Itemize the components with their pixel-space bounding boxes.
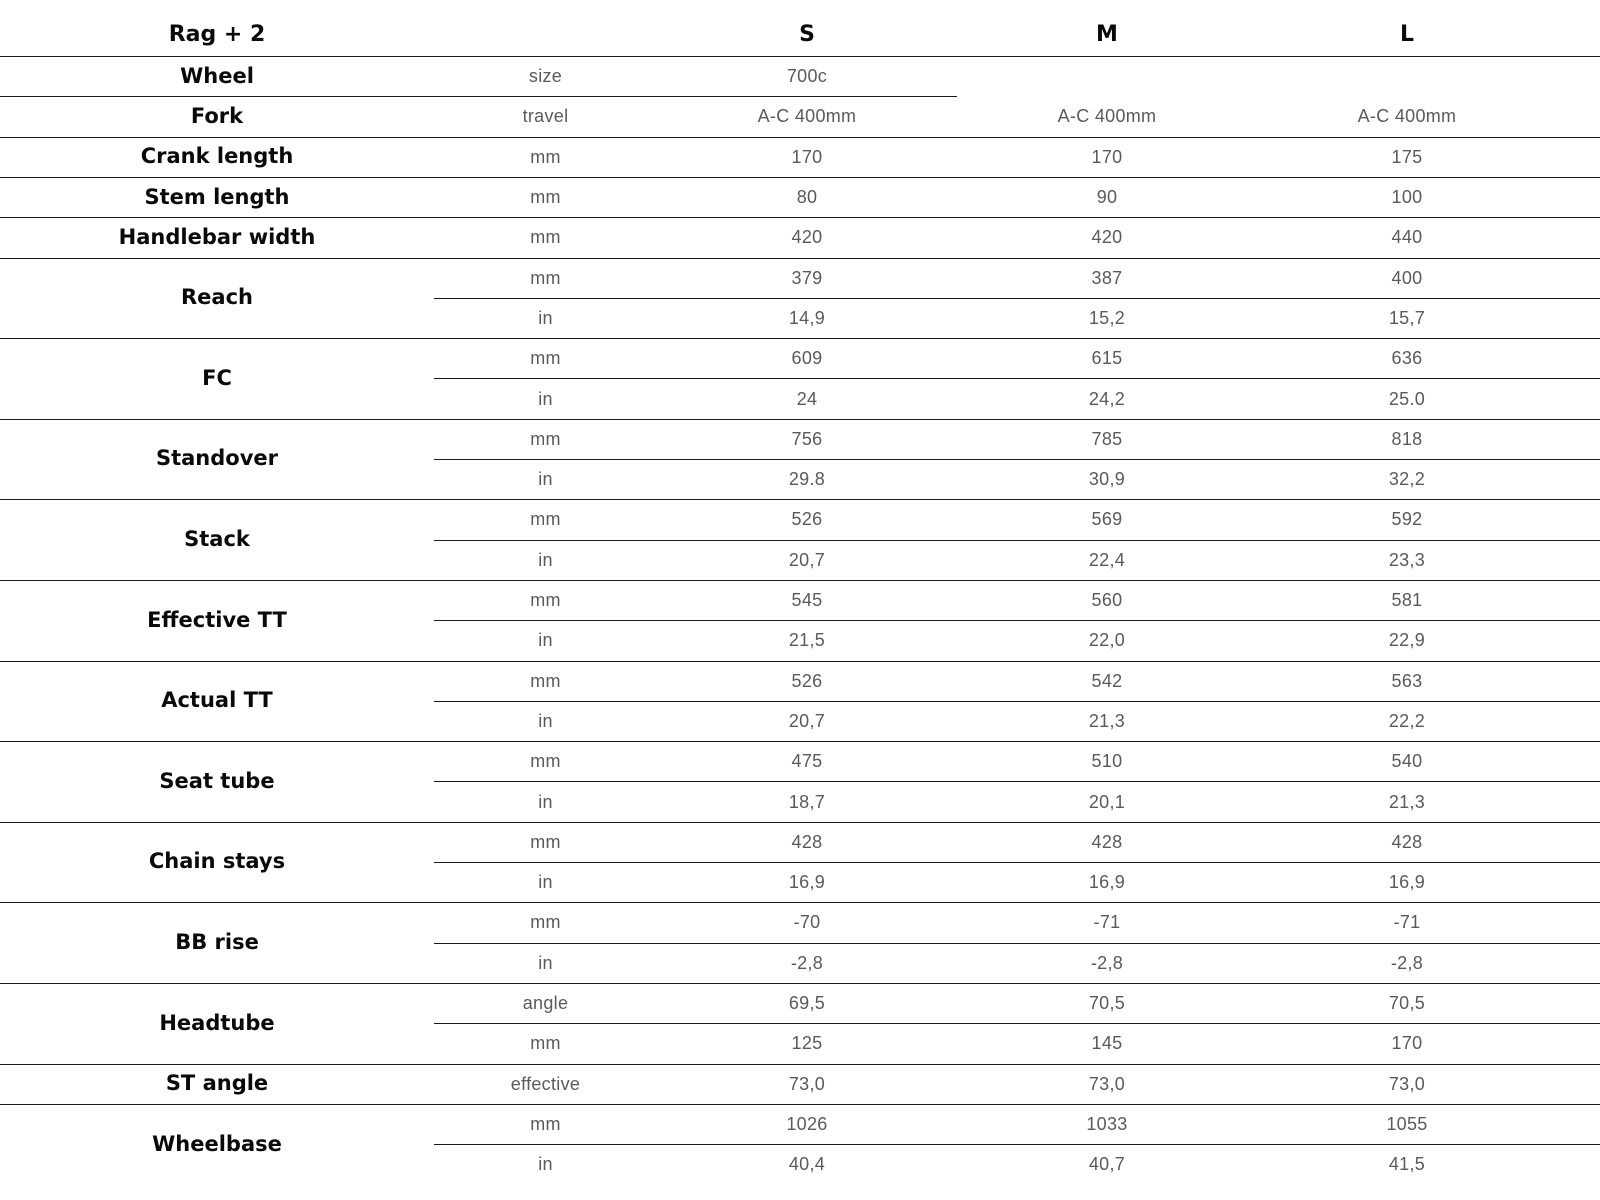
- unit-cell: mm: [530, 1113, 561, 1134]
- value-s-cell: 609: [791, 348, 823, 369]
- size-header-m: M: [1096, 22, 1118, 47]
- unit-cell: in: [538, 710, 553, 731]
- unit-cell: in: [538, 630, 553, 651]
- unit-cell: angle: [522, 993, 569, 1014]
- row-label-actual-tt: Actual TT: [161, 688, 273, 713]
- value-s-cell: 125: [791, 1033, 823, 1054]
- unit-cell: mm: [530, 428, 561, 449]
- value-m-cell: 30,9: [1088, 469, 1126, 490]
- value-s-cell: 1026: [786, 1113, 828, 1134]
- value-l-cell: 1055: [1386, 1113, 1428, 1134]
- unit-cell: mm: [530, 348, 561, 369]
- row-label-fc: FC: [202, 365, 232, 390]
- value-m-cell: [957, 56, 1257, 96]
- value-l-cell: 41,5: [1388, 1154, 1426, 1175]
- unit-cell: in: [538, 1154, 553, 1175]
- unit-cell: in: [538, 549, 553, 570]
- value-m-cell: 21,3: [1088, 710, 1126, 731]
- unit-cell: in: [538, 872, 553, 893]
- value-l-cell: A-C 400mm: [1357, 106, 1457, 127]
- value-s-cell: 526: [791, 670, 823, 691]
- value-l-cell: 440: [1391, 227, 1423, 248]
- table-title: Rag + 2: [168, 22, 266, 47]
- unit-cell: mm: [530, 751, 561, 772]
- value-l-cell: 16,9: [1388, 872, 1426, 893]
- row-label-crank-length: Crank length: [140, 144, 294, 169]
- unit-cell: effective: [510, 1073, 581, 1094]
- value-s-cell: 29.8: [788, 469, 826, 490]
- value-s-cell: A-C 400mm: [757, 106, 857, 127]
- value-s-cell: 69,5: [788, 993, 826, 1014]
- row-label-stem-length: Stem length: [144, 184, 290, 209]
- value-m-cell: 785: [1091, 428, 1123, 449]
- value-l-cell: 100: [1391, 187, 1423, 208]
- value-m-cell: 387: [1091, 267, 1123, 288]
- value-l-cell: 428: [1391, 831, 1423, 852]
- row-label-wheelbase: Wheelbase: [152, 1131, 282, 1156]
- value-m-cell: 90: [1096, 187, 1118, 208]
- value-m-cell: -71: [1093, 912, 1121, 933]
- value-m-cell: 22,0: [1088, 630, 1126, 651]
- value-s-cell: 420: [791, 227, 823, 248]
- value-l-cell: 175: [1391, 146, 1423, 167]
- value-m-cell: 16,9: [1088, 872, 1126, 893]
- row-label-chain-stays: Chain stays: [148, 849, 286, 874]
- value-l-cell: 70,5: [1388, 993, 1426, 1014]
- row-label-effective-tt: Effective TT: [147, 607, 287, 632]
- value-l-cell: 32,2: [1388, 469, 1426, 490]
- value-m-cell: 428: [1091, 831, 1123, 852]
- value-l-cell: 15,7: [1388, 307, 1426, 328]
- value-m-cell: 170: [1091, 146, 1123, 167]
- value-m-cell: 542: [1091, 670, 1123, 691]
- value-s-cell: 20,7: [788, 549, 826, 570]
- value-s-cell: 379: [791, 267, 823, 288]
- value-m-cell: 73,0: [1088, 1073, 1126, 1094]
- value-l-cell: 636: [1391, 348, 1423, 369]
- value-s-cell: 16,9: [788, 872, 826, 893]
- value-l-cell: 25.0: [1388, 388, 1426, 409]
- value-l-cell: -2,8: [1390, 952, 1424, 973]
- unit-cell: mm: [530, 146, 561, 167]
- value-s-cell: 18,7: [788, 791, 826, 812]
- value-m-cell: 1033: [1086, 1113, 1128, 1134]
- value-l-cell: 22,2: [1388, 710, 1426, 731]
- value-s-cell: 20,7: [788, 710, 826, 731]
- value-s-cell: 526: [791, 509, 823, 530]
- unit-cell: in: [538, 952, 553, 973]
- value-m-cell: 569: [1091, 509, 1123, 530]
- value-s-cell: -2,8: [790, 952, 824, 973]
- value-s-cell: 14,9: [788, 307, 826, 328]
- row-label-wheel: Wheel: [180, 63, 254, 88]
- unit-cell: in: [538, 307, 553, 328]
- value-m-cell: A-C 400mm: [1057, 106, 1157, 127]
- row-label-handlebar-width: Handlebar width: [118, 224, 316, 249]
- value-m-cell: 145: [1091, 1033, 1123, 1054]
- value-s-cell: 756: [791, 428, 823, 449]
- value-m-cell: -2,8: [1090, 952, 1124, 973]
- unit-cell: mm: [530, 227, 561, 248]
- value-s-cell: 24: [796, 388, 818, 409]
- row-label-fork: Fork: [190, 103, 244, 128]
- value-s-cell: 170: [791, 146, 823, 167]
- unit-cell: mm: [530, 1033, 561, 1054]
- value-l-cell: 563: [1391, 670, 1423, 691]
- value-s-cell: 73,0: [788, 1073, 826, 1094]
- row-label-seat-tube: Seat tube: [159, 768, 275, 793]
- size-header-l: L: [1399, 22, 1415, 47]
- unit-cell: mm: [530, 912, 561, 933]
- value-l-cell: [1257, 56, 1557, 96]
- value-l-cell: 818: [1391, 428, 1423, 449]
- value-l-cell: 21,3: [1388, 791, 1426, 812]
- value-l-cell: 73,0: [1388, 1073, 1426, 1094]
- value-m-cell: 510: [1091, 751, 1123, 772]
- value-l-cell: 170: [1391, 1033, 1423, 1054]
- row-label-st-angle: ST angle: [165, 1071, 269, 1096]
- unit-cell: mm: [530, 267, 561, 288]
- unit-cell: mm: [530, 187, 561, 208]
- value-m-cell: 70,5: [1088, 993, 1126, 1014]
- unit-cell: mm: [530, 590, 561, 611]
- value-m-cell: 40,7: [1088, 1154, 1126, 1175]
- value-m-cell: 560: [1091, 590, 1123, 611]
- unit-cell: in: [538, 388, 553, 409]
- value-l-cell: 23,3: [1388, 549, 1426, 570]
- unit-cell: travel: [522, 106, 569, 127]
- unit-cell: mm: [530, 831, 561, 852]
- value-s-cell: 428: [791, 831, 823, 852]
- unit-cell: mm: [530, 509, 561, 530]
- row-label-reach: Reach: [181, 285, 253, 310]
- value-m-cell: 22,4: [1088, 549, 1126, 570]
- unit-cell: size: [528, 66, 563, 87]
- row-label-stack: Stack: [184, 527, 250, 552]
- row-label-bb-rise: BB rise: [175, 930, 259, 955]
- value-s-cell: 40,4: [788, 1154, 826, 1175]
- unit-cell: mm: [530, 670, 561, 691]
- value-m-cell: 20,1: [1088, 791, 1126, 812]
- value-m-cell: 420: [1091, 227, 1123, 248]
- unit-cell: in: [538, 791, 553, 812]
- value-s-cell: 475: [791, 751, 823, 772]
- value-l-cell: 592: [1391, 509, 1423, 530]
- size-header-s: S: [799, 22, 815, 47]
- value-m-cell: 15,2: [1088, 307, 1126, 328]
- value-l-cell: 400: [1391, 267, 1423, 288]
- value-l-cell: -71: [1393, 912, 1421, 933]
- value-l-cell: 22,9: [1388, 630, 1426, 651]
- value-s-cell: 545: [791, 590, 823, 611]
- value-l-cell: 540: [1391, 751, 1423, 772]
- value-m-cell: 615: [1091, 348, 1123, 369]
- value-s-cell: -70: [793, 912, 821, 933]
- value-m-cell: 24,2: [1088, 388, 1126, 409]
- row-label-headtube: Headtube: [159, 1010, 275, 1035]
- value-s-cell: 80: [796, 187, 818, 208]
- value-l-cell: 581: [1391, 590, 1423, 611]
- value-s-cell: 21,5: [788, 630, 826, 651]
- value-s-cell: 700c: [786, 66, 828, 87]
- unit-cell: in: [538, 469, 553, 490]
- row-label-standover: Standover: [155, 446, 279, 471]
